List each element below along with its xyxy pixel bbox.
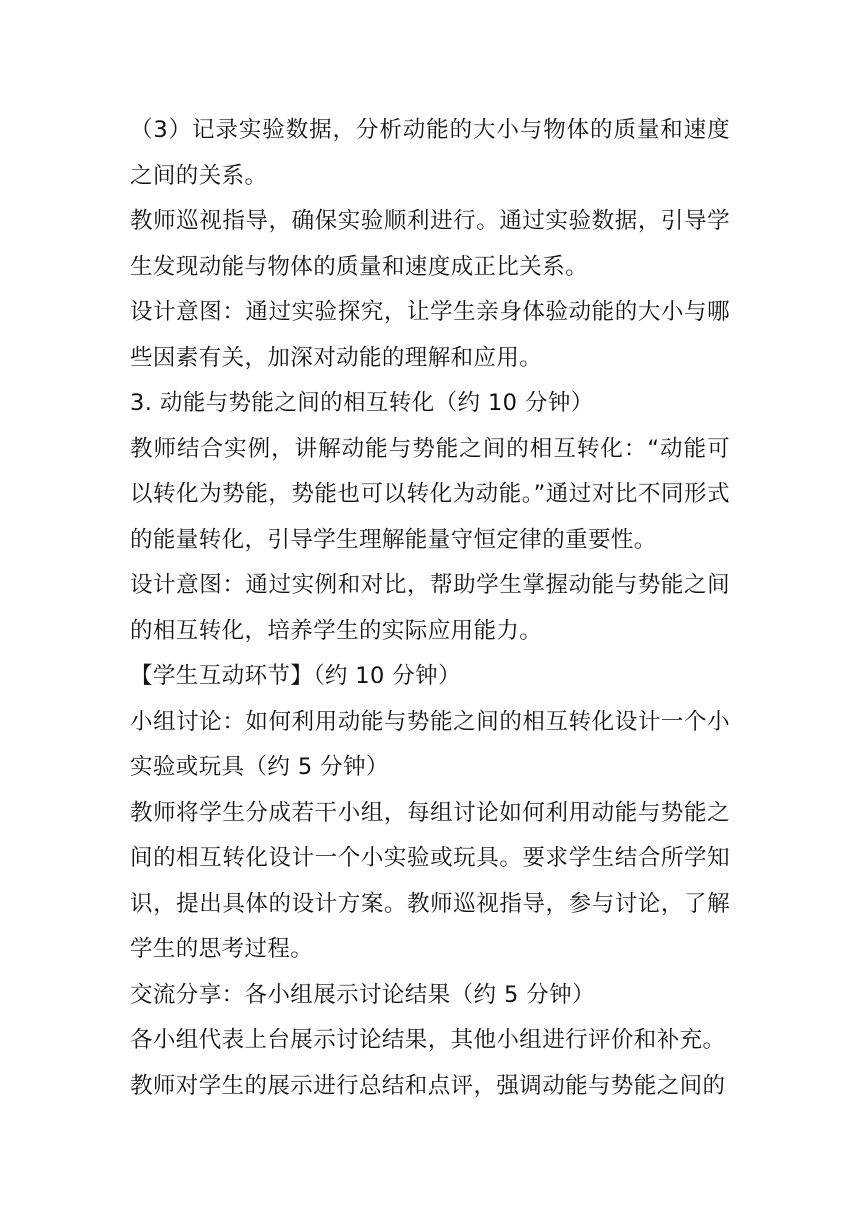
section-heading-student-interaction: 【学生互动环节】（约 10 分钟） (130, 663, 461, 689)
paragraph-teacher-explanation: 教师结合实例，讲解动能与势能之间的相互转化：“动能可以转化为势能，势能也可以转化为动能。”通过对比不同形式的能量转化，引导学生理解能量守恒定律的重要性。 (130, 435, 730, 553)
paragraph-teacher-summary: 教师对学生的展示进行总结和点评，强调动能与势能之间的 (130, 1072, 726, 1099)
paragraph-group-discussion: 小组讨论：如何利用动能与势能之间的相互转化设计一个小实验或玩具（约 5 分钟） (130, 708, 730, 780)
paragraph-design-intent-2: 设计意图：通过实例和对比，帮助学生掌握动能与势能之间的相互转化，培养学生的实际应用能力。 (130, 572, 730, 644)
paragraph-group-instructions: 教师将学生分成若干小组，每组讨论如何利用动能与势能之间的相互转化设计一个小实验或玩具。要求学生结合所学知识，提出具体的设计方案。教师巡视指导，参与讨论，了解学生的思考过程。 (130, 799, 730, 962)
paragraph-teacher-guidance: 教师巡视指导，确保实验顺利进行。通过实验数据，引导学生发现动能与物体的质量和速度成正比关系。 (130, 208, 730, 280)
paragraph-design-intent-1: 设计意图：通过实验探究，让学生亲身体验动能的大小与哪些因素有关，加深对动能的理解和应用。 (130, 299, 730, 371)
paragraph-experiment-step-3: （3）记录实验数据，分析动能的大小与物体的质量和速度之间的关系。 (130, 117, 730, 189)
section-heading-energy-conversion: 3. 动能与势能之间的相互转化（约 10 分钟） (130, 390, 594, 416)
document-page (130, 108, 730, 1109)
paragraph-group-presentation: 各小组代表上台展示讨论结果，其他小组进行评价和补充。 (130, 1027, 726, 1053)
paragraph-sharing-heading: 交流分享：各小组展示讨论结果（约 5 分钟） (130, 981, 595, 1008)
